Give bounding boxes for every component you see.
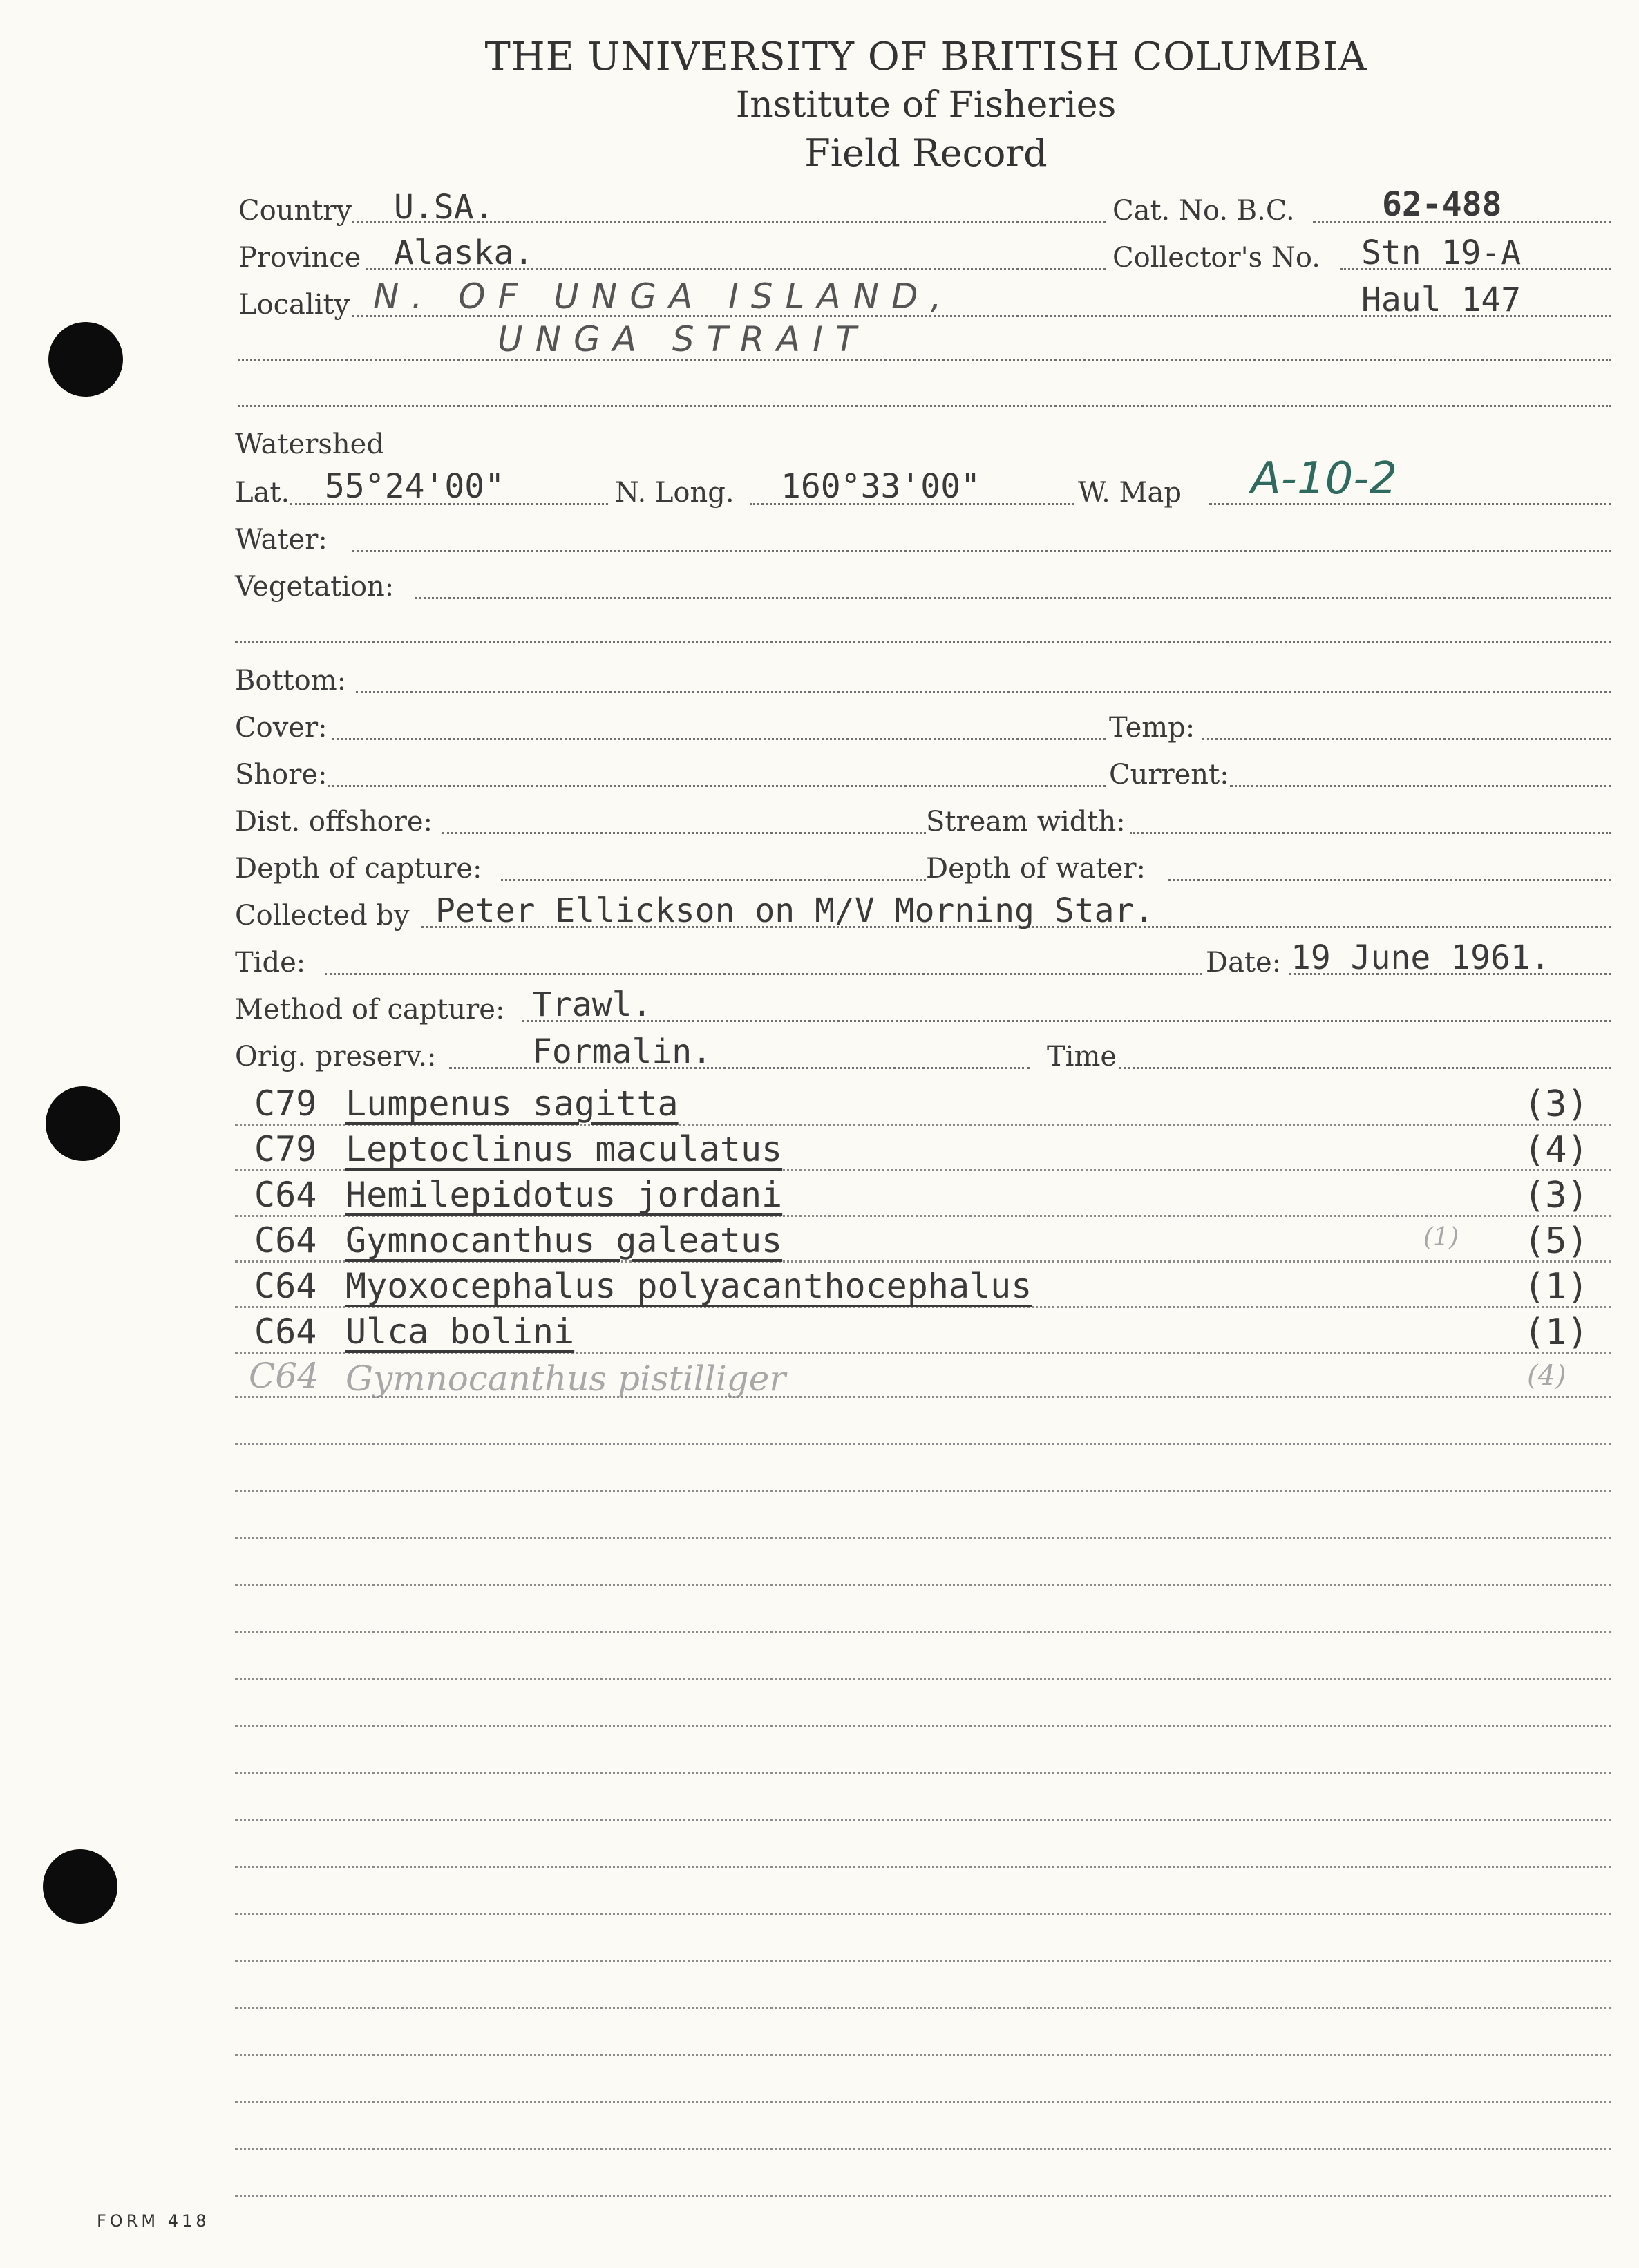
ruled-line xyxy=(235,1490,1611,1492)
pencil-species-count: (4) xyxy=(1527,1360,1566,1392)
cat-no-label: Cat. No. B.C. xyxy=(1112,195,1295,227)
method-label: Method of capture: xyxy=(235,994,505,1026)
ruled-line xyxy=(235,1631,1611,1633)
species-name: Ulca bolini xyxy=(345,1312,575,1352)
species-row-line xyxy=(235,1352,1611,1354)
species-row-line xyxy=(235,1306,1611,1308)
watershed-label: Watershed xyxy=(235,428,384,460)
current-line xyxy=(1230,785,1611,787)
orig-preserv-label: Orig. preserv.: xyxy=(235,1041,437,1072)
long-value: 160°33'00" xyxy=(781,467,980,506)
cat-no-value: 62-488 xyxy=(1382,185,1502,224)
stream-width-label: Stream width: xyxy=(926,806,1126,838)
ruled-line xyxy=(235,1960,1611,1962)
lat-value: 55°24'00" xyxy=(325,467,505,506)
cover-line xyxy=(332,738,1106,740)
tide-line xyxy=(325,973,1202,975)
n-long-label: N. Long. xyxy=(615,477,735,509)
species-code: C64 xyxy=(254,1175,317,1215)
pencil-species-name: Gymnocanthus pistilliger xyxy=(345,1359,786,1399)
form-number: FORM 418 xyxy=(97,2211,210,2231)
locality-line-3 xyxy=(238,405,1611,407)
species-row xyxy=(0,1084,1639,1132)
species-count: (3) xyxy=(1524,1084,1589,1125)
cover-label: Cover: xyxy=(235,712,328,744)
species-row xyxy=(0,1129,1639,1178)
tide-label: Tide: xyxy=(235,947,306,979)
ruled-line xyxy=(235,1819,1611,1821)
form-title: Field Record xyxy=(804,131,1048,175)
species-code: C64 xyxy=(254,1266,317,1306)
w-map-label: W. Map xyxy=(1078,477,1182,509)
temp-line xyxy=(1202,738,1611,740)
species-name: Hemilepidotus jordani xyxy=(345,1175,783,1215)
dist-offshore-line xyxy=(442,832,926,834)
water-line xyxy=(352,550,1611,552)
date-value: 19 June 1961. xyxy=(1291,938,1551,977)
temp-label: Temp: xyxy=(1109,712,1195,744)
shore-line xyxy=(328,785,1106,787)
depth-water-label: Depth of water: xyxy=(926,853,1146,885)
species-row-line xyxy=(235,1260,1611,1263)
method-value: Trawl. xyxy=(532,985,652,1024)
time-label: Time xyxy=(1047,1041,1117,1072)
species-name: Gymnocanthus galeatus xyxy=(345,1220,783,1260)
ruled-line xyxy=(235,2101,1611,2103)
vegetation-label: Vegetation: xyxy=(235,571,395,603)
orig-preserv-value: Formalin. xyxy=(532,1032,712,1071)
depth-capture-line xyxy=(501,879,926,881)
species-name: Lumpenus sagitta xyxy=(345,1084,679,1124)
ruled-line xyxy=(235,2148,1611,2150)
species-row-line xyxy=(235,1124,1611,1126)
species-name: Myoxocephalus polyacanthocephalus xyxy=(345,1266,1032,1306)
institution-title: THE UNIVERSITY OF BRITISH COLUMBIA xyxy=(484,35,1367,79)
locality-value-2: UNGA STRAIT xyxy=(498,319,869,359)
time-line xyxy=(1119,1067,1611,1069)
ruled-line xyxy=(235,2007,1611,2009)
species-count: (3) xyxy=(1524,1175,1589,1216)
species-code: C79 xyxy=(254,1084,317,1124)
collected-by-label: Collected by xyxy=(235,900,410,932)
institute-subtitle: Institute of Fisheries xyxy=(735,84,1117,126)
shore-label: Shore: xyxy=(235,759,328,791)
vegetation-line-2 xyxy=(235,641,1611,643)
ruled-line xyxy=(235,1772,1611,1774)
collector-no-label: Collector's No. xyxy=(1112,242,1320,274)
species-row xyxy=(0,1220,1639,1269)
species-count: (5) xyxy=(1524,1220,1589,1262)
depth-water-line xyxy=(1168,879,1611,881)
ruled-line xyxy=(235,1584,1611,1586)
method-line xyxy=(522,1020,1611,1022)
ruled-line xyxy=(235,1678,1611,1680)
ruled-line xyxy=(235,2195,1611,2197)
water-label: Water: xyxy=(235,524,328,556)
bottom-line xyxy=(356,691,1611,693)
locality-label: Locality xyxy=(238,289,350,321)
country-label: Country xyxy=(238,195,352,227)
binder-hole-top xyxy=(48,322,123,397)
haul-value: Haul 147 xyxy=(1361,281,1522,319)
collected-by-value: Peter Ellickson on M/V Morning Star. xyxy=(435,891,1155,930)
country-value: U.SA. xyxy=(394,188,494,227)
ruled-line xyxy=(235,1725,1611,1727)
pencil-species-code: C64 xyxy=(249,1356,319,1396)
dist-offshore-label: Dist. offshore: xyxy=(235,806,433,838)
locality-value-1: N. OF UNGA ISLAND, xyxy=(373,276,954,316)
depth-capture-label: Depth of capture: xyxy=(235,853,482,885)
species-row xyxy=(0,1175,1639,1223)
species-row xyxy=(0,1266,1639,1314)
binder-hole-bottom xyxy=(43,1849,117,1924)
stream-width-line xyxy=(1130,832,1611,834)
lat-label: Lat. xyxy=(235,477,290,509)
species-code: C64 xyxy=(254,1220,317,1260)
ruled-line xyxy=(235,2054,1611,2056)
species-row-line xyxy=(235,1215,1611,1217)
species-name: Leptoclinus maculatus xyxy=(345,1129,783,1169)
species-pencil-note: (1) xyxy=(1423,1223,1459,1251)
locality-line-2 xyxy=(238,359,1611,361)
species-code: C64 xyxy=(254,1312,317,1352)
ruled-line xyxy=(235,1537,1611,1539)
species-row xyxy=(0,1312,1639,1360)
species-code: C79 xyxy=(254,1129,317,1169)
ruled-line xyxy=(235,1443,1611,1445)
species-row-line xyxy=(235,1169,1611,1171)
province-value: Alaska. xyxy=(394,234,534,272)
ruled-line xyxy=(235,1866,1611,1868)
map-value: A-10-2 xyxy=(1251,453,1398,504)
vegetation-line xyxy=(415,597,1611,599)
collector-no-value: Stn 19-A xyxy=(1361,234,1522,272)
province-label: Province xyxy=(238,242,361,274)
date-label: Date: xyxy=(1206,947,1282,979)
current-label: Current: xyxy=(1109,759,1229,791)
bottom-label: Bottom: xyxy=(235,665,347,697)
species-count: (1) xyxy=(1524,1266,1589,1307)
species-count: (4) xyxy=(1524,1129,1589,1171)
species-count: (1) xyxy=(1524,1312,1589,1353)
ruled-line xyxy=(235,1913,1611,1915)
ruled-line xyxy=(235,1396,1611,1398)
